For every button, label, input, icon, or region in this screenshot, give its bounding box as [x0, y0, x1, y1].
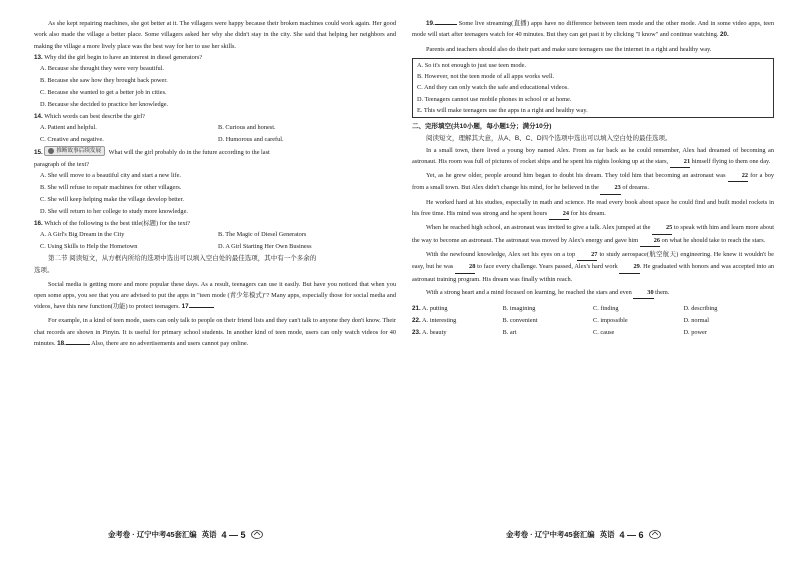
q13-option-d: D. Because she decided to practice her knowledge. — [40, 101, 169, 109]
blank-25: 25 — [652, 222, 672, 234]
publisher-logo-icon — [251, 530, 263, 539]
q16-option-c: C. Using Skills to Help the Hometown — [40, 243, 138, 251]
cloze-paragraph-1: In a small town, there lived a young boy named Alex. From as far back as he could remember, Alex had dreamed of becoming an astronaut. His room was full of pictures of rocket ships and he spent his nights looking up at the stars, 21 himself flying to them one day. — [412, 145, 774, 169]
publisher-logo-icon — [649, 530, 661, 539]
answer-22-b: B. convenient — [502, 317, 538, 325]
section-3-title: 二、完形填空(共10小题，每小题1分；满分10分) — [412, 123, 552, 131]
right-footer — [506, 529, 661, 540]
blank-28: 28 — [455, 261, 475, 273]
cloze-paragraph-4: When he reached high school, an astronaut was invited to give a talk. Alex jumped at the 25 to speak with him and learn more about the way to become an astronaut. The astronaut was moved by Alex's energy and gave him 26 on what he should take to reach the stars. — [412, 222, 774, 247]
question-16: 16. Which of the following is the best title(标题) for the text? — [34, 220, 191, 228]
section-2-instructions-cont: 选项。 — [34, 266, 54, 274]
intro-paragraph: As she kept repairing machines, she got better at it. The villagers were happy because their broken machines could work again. Her good work also made the village a better place. Some villagers asked her why she didn't stay in the city. She said that helping her neighbors and making the village a more lively place was the best way for her to use her skills. — [34, 20, 396, 50]
question-13: 13. Why did the girl begin to have an interest in diesel generators? — [34, 53, 203, 61]
passage-paragraph-2: For example, in a kind of teen mode, users can only talk to people on their friend lists and they can't talk to anyone they don't know. Their chat records are shown in Pinyin. It is useful for primary school students. In another kind of teen mode, users can only watch videos for 40 minutes. 18. Also, there are no advertisements and users cannot pay online. — [34, 317, 396, 348]
answer-row-21: 21. A. putting B. imagining C. finding D. describing — [412, 303, 774, 315]
blank-26: 26 — [640, 235, 660, 247]
options-box — [412, 58, 774, 118]
footer-page: 4 — 6 — [619, 529, 644, 540]
footer-title: 金考卷 · 辽宁中考45套汇编 — [506, 530, 595, 539]
answer-22-c: C. impossible — [593, 317, 628, 325]
box-option-b: B. However, not the teen mode of all apps works well. — [417, 73, 555, 81]
q16-option-a: A. A Girl's Big Dream in the City — [40, 231, 125, 239]
blank-18: 18. — [57, 340, 66, 348]
blank-22: 22 — [728, 170, 748, 182]
blank-29: 29 — [619, 261, 639, 273]
blank-19: 19. — [426, 20, 435, 27]
question-15-cont: paragraph of the text? — [34, 160, 90, 168]
q15-option-d: D. She will return to her college to study more knowledge. — [40, 208, 188, 216]
box-option-e: E. This will make teenagers use the apps in a right and healthy way. — [417, 107, 588, 115]
cloze-paragraph-5: With the newfound knowledge, Alex set his eyes on a top 27 to study aerospace(航空航天) engineering. He knew it wouldn't be easy, but he was 28 to face every challenge. Years passed, Alex's hard work 29. He graduated with honors and was accepted into an astronaut training program. His dream was finally within reach. — [412, 250, 775, 283]
answer-21-a: A. putting — [422, 305, 448, 313]
q15-option-b: B. She will refuse to repair machines for other villagers. — [40, 184, 182, 192]
q16-option-d: D. A Girl Starting Her Own Business — [218, 243, 312, 251]
question-15: 15. 推断故事后续发展 What will the girl probably do in the future according to the last — [34, 148, 270, 157]
answer-23-a: A. beauty — [422, 329, 447, 337]
q14-option-b: B. Curious and honest. — [218, 124, 276, 132]
answer-22-a: A. interesting — [422, 317, 457, 325]
footer-subject: 英语 — [201, 530, 217, 539]
blank-27: 27 — [577, 249, 597, 261]
blank-30: 30 — [633, 287, 653, 299]
q14-option-a: A. Patient and helpful. — [40, 124, 97, 132]
blank-24: 24 — [549, 208, 569, 220]
answer-21-b: B. imagining — [502, 305, 536, 313]
answer-21-c: C. finding — [593, 305, 619, 313]
q13-option-b: B. Because she saw how they brought back power. — [40, 77, 168, 85]
blank-23: 23 — [600, 182, 620, 194]
left-footer — [108, 529, 263, 540]
blank-17: 17. — [181, 303, 191, 311]
box-option-d: D. Teenagers cannot use mobile phones in school or at home. — [417, 95, 572, 103]
question-14: 14. Which words can best describe the girl? — [34, 113, 145, 121]
answer-23-d: D. power — [683, 329, 707, 337]
answer-22-d: D. normal — [683, 317, 710, 325]
q16-options-row-1 — [34, 229, 396, 241]
q15-option-c: C. She will keep helping make the village develop better. — [40, 196, 184, 204]
q14-options-row-1 — [34, 122, 396, 134]
left-column — [34, 18, 396, 349]
q13-option-a: A. Because she thought they were very beautiful. — [40, 65, 164, 73]
box-option-c: C. And they can only watch the safe and educational videos. — [417, 84, 569, 92]
footer-page: 4 — 5 — [221, 529, 246, 540]
q13-option-c: C. Because she wanted to get a better job in cities. — [40, 89, 167, 97]
q16-options-row-2 — [34, 241, 396, 253]
cloze-paragraph-6: With a strong heart and a mind focused on learning, he reached the stars and even 30 them. — [412, 287, 774, 299]
footer-title: 金考卷 · 辽宁中考45套汇编 — [108, 530, 197, 539]
section-2-instructions: 第二节 阅读短文，从方框内所给的选项中选出可以填入空白处的最佳选项，其中有一个多余的 — [48, 255, 317, 263]
right-column — [412, 18, 774, 339]
blank-20: 20. — [720, 31, 729, 39]
answer-row-23: 23. A. beauty B. art C. cause D. power — [412, 327, 774, 339]
target-icon — [48, 148, 54, 154]
q15-option-a: A. She will move to a beautiful city and start a new life. — [40, 172, 181, 180]
cloze-paragraph-3: He worked hard at his studies, especially in math and science. He read every book about space he could find and built model rockets in his free time. His mind was strong and he spent hours 24 for his dream. — [412, 197, 774, 221]
passage-paragraph-3: 19. Some live streaming(直播) apps have no difference between teen mode and the other mode. And in some video apps, teen mode will start after teenagers watch for 40 minutes. But they can get past it by clicking "I know" and continue watching. 20. — [412, 20, 774, 39]
answer-options — [412, 303, 774, 339]
box-option-a: A. So it's not enough to just use teen mode. — [417, 61, 527, 69]
blank-21: 21 — [670, 156, 690, 168]
q14-option-d: D. Humorous and careful. — [218, 136, 284, 144]
section-3-instructions: 阅读短文，理解其大意，从A、B、C、D四个选项中选出可以填入空白处的最佳选项。 — [426, 134, 672, 142]
answer-23-b: B. art — [502, 329, 517, 337]
q14-options-row-2 — [34, 134, 396, 146]
skill-tag: 推断故事后续发展 — [44, 146, 105, 156]
q16-option-b: B. The Magic of Diesel Generators — [218, 231, 307, 239]
answer-row-22: 22. A. interesting B. convenient C. impossible D. normal — [412, 315, 774, 327]
answer-23-c: C. cause — [593, 329, 615, 337]
passage-paragraph-4: Parents and teachers should also do their part and make sure teenagers use the internet in a right and healthy way. — [426, 45, 712, 53]
passage-paragraph-1: Social media is getting more and more popular these days. As a result, teenagers can use it easily. But have you noticed that when you open some apps, you see that you are advised to put the apps in "teen mode (青少年模式)"? Many apps, especially those for social media and videos, have this new function(功能) to protect teenagers. 17. — [34, 280, 396, 311]
answer-21-d: D. describing — [683, 305, 718, 313]
cloze-paragraph-2: Yet, as he grew older, people around him began to doubt his dream. They told him that becoming an astronaut was 22 for a boy from a small town. But Alex didn't change his mind, for he believed in the 23 of dreams. — [412, 170, 774, 195]
footer-subject: 英语 — [599, 530, 615, 539]
q14-option-c: C. Creative and negative. — [40, 136, 104, 144]
